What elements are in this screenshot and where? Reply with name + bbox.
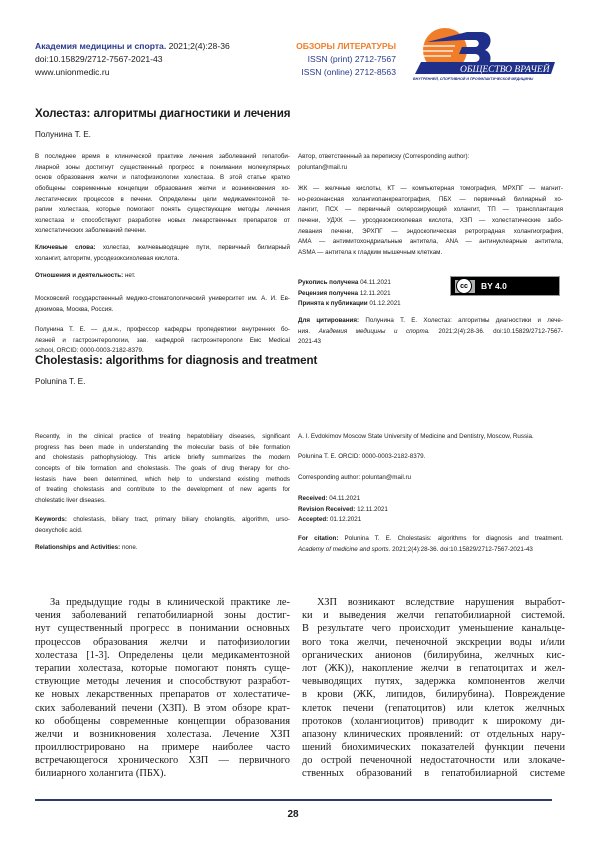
text-line: poluntan@mail.ru <box>298 163 563 174</box>
bold-label: Рукопись получена <box>298 279 358 286</box>
text-line: В результате чего происходит уменьшение канальце- <box>302 622 565 635</box>
text-line: concepts of bile formation and cholestasis. The goals of drug therapy for cho- <box>35 464 290 475</box>
text-line <box>298 327 563 338</box>
text-line: ко обобщены современные концепции образования <box>35 715 290 728</box>
text-segment: Polunina T. E. Cholestasis: algorithms for diagnosis and treatment. <box>338 535 563 542</box>
text-line: обобщены современные концепции образования желчи и возникновения хо- <box>35 184 290 195</box>
bold-label: Keywords: <box>35 516 67 523</box>
text-segment: 01.12.2021 <box>328 516 361 523</box>
text-line: холестатических заболеваний печени. <box>35 226 290 237</box>
text-segment: ния. <box>298 328 319 335</box>
text-line: в крови (ЖК, липидов, билирубина). Повреждение <box>302 688 565 701</box>
issn-print: ISSN (print) 2712-7567 <box>296 53 396 66</box>
corresponding-en <box>298 473 563 484</box>
text-line: но-резонансная холангиопанкреатография, ПБХ — первичный билиарный хо- <box>298 195 563 206</box>
text-line: чения заболеваний гепатобилиарной зоны достиг- <box>35 609 290 622</box>
italic-text: Академия медицины и спорта. <box>319 328 430 335</box>
section-label: ОБЗОРЫ ЛИТЕРАТУРЫ <box>296 40 396 53</box>
text-line <box>298 299 448 310</box>
text-line: ских заболеваний печени (ХЗП). В этом обзоре крат- <box>35 702 290 715</box>
keywords-en <box>35 515 290 536</box>
journal-citation-line <box>35 40 230 53</box>
section-info <box>296 40 396 79</box>
journal-issue: 2021;2(4):28-36 <box>166 41 230 51</box>
text-segment: 12.11.2021 <box>358 290 391 297</box>
journal-name: Академия медицины и спорта. <box>35 41 166 51</box>
text-line: лот (ЖК)), накопление желчи в гепатоцитах и жел- <box>302 662 565 675</box>
text-segment: Полунина Т. Е. Холестаз: алгоритмы диагностики и лече- <box>359 317 563 324</box>
affiliation-en <box>298 432 563 443</box>
text-line <box>35 515 290 526</box>
text-line: лезней и гастроэнтерологии, зав. кафедрой гастроэнтерологи Емс Medical <box>35 336 290 347</box>
text-line: вого тока желчи, печеночной экскреции воды и/или <box>302 636 565 649</box>
text-line: нут существенный прогресс в понимании основных <box>35 622 290 635</box>
text-line: холангит, алгоритм, урсодезоксихолевая кислота. <box>35 254 290 265</box>
text-line: основ образования желчи и патофизиологии холестаза. В этой статье кратко <box>35 173 290 184</box>
text-line: холестаза и способствуют разработке новых лекарственных препаратов от <box>35 216 290 227</box>
text-line <box>35 243 290 254</box>
license-label: BY 4.0 <box>481 281 507 291</box>
text-line: of treating cholestasis and contribute to the development of new agents for <box>35 485 290 496</box>
author-en: Polunina T. E. <box>35 377 85 386</box>
text-line: АМА — антимитохондриальные антитела, ANA — антинуклеарные антитела, <box>298 237 563 248</box>
text-line: lestasis have been determined, which help to understand existing methods <box>35 475 290 486</box>
text-line: протоков (холангиоцитов) приводит к широкому ди- <box>302 715 565 728</box>
text-line: органических анионов (билирубина, желчных кис- <box>302 649 565 662</box>
text-line: deoxycholic acid. <box>35 526 290 537</box>
text-segment: 01.12.2021 <box>368 300 401 307</box>
text-line: чевыводящих путях, задержка компонентов желчи <box>302 675 565 688</box>
text-line <box>298 316 563 327</box>
keywords-ru <box>35 243 290 264</box>
text-line: Автор, ответственный за переписку (Corresponding author): <box>298 152 563 163</box>
text-line: лестатических процессов в печени. Определены цели медикаментозной те- <box>35 195 290 206</box>
text-segment: cholestasis, biliary tract, primary biliary cholangitis, algorithm, urso- <box>67 516 290 523</box>
text-line: до острой печеночной недостаточности или злокаче- <box>302 754 565 767</box>
logo-subtitle: ВНУТРЕННЕЙ, СПОРТИВНОЙ И ПРОФИЛАКТИЧЕСКОЙ МЕДИЦИНЫ <box>413 77 534 81</box>
text-line: Полунина Т. Е. — д.м.н., профессор кафедры пропедевтики внутренних бо- <box>35 325 290 336</box>
text-line <box>298 534 563 545</box>
bold-label: Принята к публикации <box>298 300 368 307</box>
bold-label: Received: <box>298 495 328 502</box>
abbreviations <box>298 184 563 258</box>
text-line: шений биохимических показателей функции печени <box>302 741 565 754</box>
text-line: холестаза [1-3]. Определены цели медикаментозной <box>35 649 290 662</box>
citation-en <box>298 534 563 555</box>
bold-label: Revision Received: <box>298 506 355 513</box>
text-line: левания печени, ЭРХПГ — эндоскопическая ретроградная холангиография, <box>298 227 563 238</box>
dates-ru <box>298 278 448 310</box>
author-bio-ru <box>35 325 290 357</box>
affiliation-ru <box>35 294 290 315</box>
text-line <box>35 543 290 554</box>
text-line: клеток печени (гепатоцитов) или клеток желчных <box>302 702 565 715</box>
dates-en <box>298 494 563 526</box>
text-line: лиарной зоны достигнут существенный прогресс в понимании молекулярных <box>35 163 290 174</box>
text-line <box>298 505 563 516</box>
text-line: желчи и возникновения холестаза. Лечение ХЗП <box>35 728 290 741</box>
bold-label: Отношения и деятельность: <box>35 272 123 279</box>
abstract-en <box>35 432 290 506</box>
text-line: Московский государственный медико-стоматологический университет им. А. И. Ев- <box>35 294 290 305</box>
relationships-en <box>35 543 290 554</box>
text-line: лангит, ПСХ — первичный склерозирующий холангит, ТП — трансплантация <box>298 205 563 216</box>
text-segment: 2021;2(4):28-36. doi:10.15829/2712-7567- <box>430 328 563 335</box>
bold-label: For citation: <box>298 535 338 542</box>
text-segment: 04.11.2021 <box>358 279 391 286</box>
text-line: билиарного холангита (ПБХ). <box>35 767 290 780</box>
text-line: 2021-43 <box>298 337 563 348</box>
article-title-ru: Холестаз: алгоритмы диагностики и лечения <box>35 107 290 120</box>
text-line: печени, УДХК — урсодезоксихолевая кислота, ХЗП — холестатические забо- <box>298 216 563 227</box>
text-line: cholestatic liver diseases. <box>35 496 290 507</box>
text-segment: нет. <box>123 272 135 279</box>
text-line: ХЗП возникают вследствие нарушения выработ- <box>302 596 565 609</box>
article-title-en: Cholestasis: algorithms for diagnosis and treatment <box>35 354 317 367</box>
citation-ru <box>298 316 563 348</box>
text-line: progress has been made in understanding the molecular basis of bile formation <box>35 443 290 454</box>
text-line: ЖК — желчные кислоты, КТ — компьютерная томография, МРХПГ — магнит- <box>298 184 563 195</box>
text-line: апазону клинических проявлений: от отдельных нару- <box>302 728 565 741</box>
text-line: терапии холестаза, которые помогают понять суще- <box>35 662 290 675</box>
text-line <box>298 289 448 300</box>
text-line: school, ORCID: 0000-0003-2182-8379. <box>35 346 290 357</box>
bold-label: Accepted: <box>298 516 328 523</box>
bold-label: Для цитирования: <box>298 317 359 324</box>
text-line <box>298 494 563 505</box>
text-segment: 04.11.2021 <box>328 495 361 502</box>
text-line <box>298 545 563 556</box>
text-line <box>35 271 290 282</box>
text-line: рапии холестаза, которые помогают понять существующие методы лечения <box>35 205 290 216</box>
text-line: В последнее время в клинической практике лечения заболеваний гепатоби- <box>35 152 290 163</box>
text-line: Recently, in the clinical practice of treating hepatobiliary diseases, significant <box>35 432 290 443</box>
text-line: проиллюстрировано на примере наиболее часто <box>35 741 290 754</box>
logo-title: ОБЩЕСТВО ВРАЧЕЙ <box>460 63 551 75</box>
text-line: докимова, Москва, Россия. <box>35 305 290 316</box>
text-line: встречающегося хронического ХЗП — первичного <box>35 754 290 767</box>
bold-label: Рецензия получена <box>298 290 358 297</box>
page-number: 28 <box>275 809 311 820</box>
bold-label: Ключевые слова: <box>35 244 96 251</box>
footer-divider <box>35 799 552 801</box>
journal-header <box>35 40 230 79</box>
text-line: процессов образования желчи и патофизиологии <box>35 636 290 649</box>
website-link[interactable]: www.unionmedic.ru <box>35 66 230 79</box>
text-line: and cholestasis pathophysiology. This article briefly summarizes the modern <box>35 453 290 464</box>
text-segment: none. <box>120 544 137 551</box>
text-line: ASMA — антитела к гладким мышечным клеткам. <box>298 248 563 259</box>
text-line: Corresponding author: poluntan@mail.ru <box>298 473 563 484</box>
orcid-en <box>298 452 563 463</box>
abstract-ru <box>35 152 290 237</box>
text-line: ке новых лекарственных препаратов от холестатиче- <box>35 688 290 701</box>
text-line: ки и выведения желчи гепатобилиарной системой. <box>302 609 565 622</box>
italic-text: Academy of medicine and sports. <box>298 546 390 553</box>
body-column-left <box>35 596 290 781</box>
cc-icon: cc <box>456 278 472 294</box>
text-segment: 12.11.2021 <box>355 506 388 513</box>
issn-online: ISSN (online) 2712-8563 <box>296 66 396 79</box>
doi: doi:10.15829/2712-7567-2021-43 <box>35 53 230 66</box>
text-segment: 2021;2(4):28-36. doi:10.15829/2712-7567-2021-43 <box>390 546 532 553</box>
text-line: За предыдущие годы в клинической практике ле- <box>35 596 290 609</box>
bold-label: Relationships and Activities: <box>35 544 120 551</box>
body-column-right <box>302 596 565 781</box>
relationships-ru <box>35 271 290 282</box>
cc-by-license-badge[interactable] <box>450 276 560 296</box>
corresponding-ru <box>298 152 563 173</box>
text-line: Polunina T. E. ORCID: 0000-0003-2182-8379. <box>298 452 563 463</box>
text-line: ствующие методы лечения и способствуют разработ- <box>35 675 290 688</box>
text-line: ственных образований в гепатобилиарной системе <box>302 767 565 780</box>
text-line: A. I. Evdokimov Moscow State University of Medicine and Dentistry, Moscow, Russia. <box>298 432 563 443</box>
society-logo <box>405 26 560 82</box>
text-line <box>298 515 563 526</box>
text-line <box>298 278 448 289</box>
text-segment: холестаз, желчевыводящие пути, первичный билиарный <box>96 244 290 251</box>
author-ru: Полунина Т. Е. <box>35 130 91 139</box>
